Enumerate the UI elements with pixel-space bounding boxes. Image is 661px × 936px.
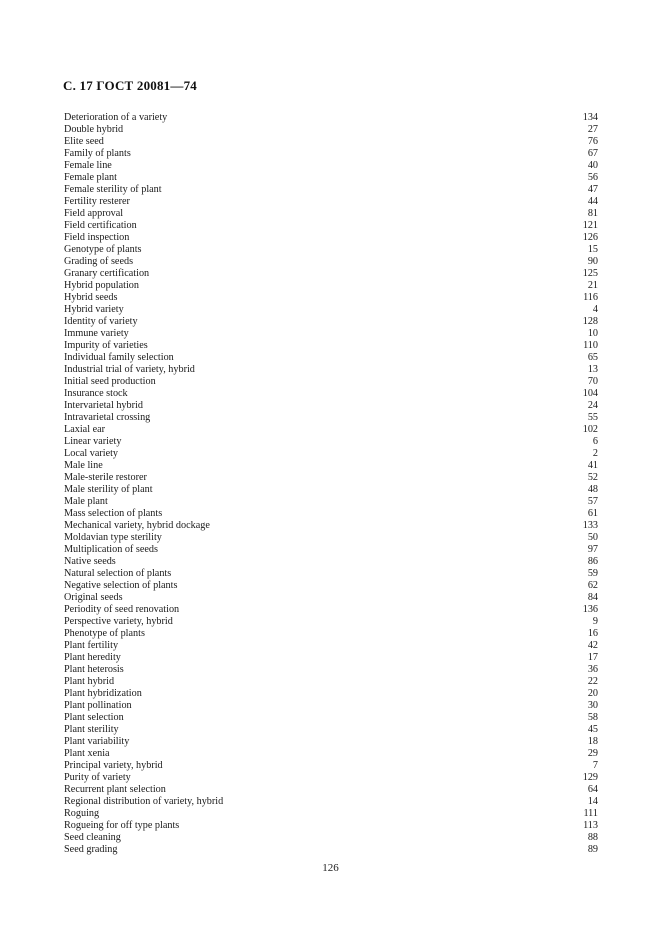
index-entry: [64, 484, 598, 496]
index-entry: [64, 688, 598, 700]
index-term: Roguing: [64, 808, 100, 819]
index-term-number: 48: [587, 484, 598, 495]
index-term: Laxial ear: [64, 424, 106, 435]
index-term-number: 129: [582, 772, 598, 783]
index-term-number: 36: [587, 664, 598, 675]
index-term: Mass selection of plants: [64, 508, 163, 519]
index-term-number: 52: [587, 472, 598, 483]
index-term-number: 17: [587, 652, 598, 663]
index-entry: [64, 316, 598, 328]
index-term-number: 88: [587, 832, 598, 843]
index-term: Recurrent plant selection: [64, 784, 166, 795]
index-entry: [64, 268, 598, 280]
index-entry: [64, 208, 598, 220]
index-term-number: 41: [587, 460, 598, 471]
index-term: Plant hybridization: [64, 688, 142, 699]
index-term: Male line: [64, 460, 103, 471]
index-term: Fertility resterer: [64, 196, 130, 207]
index-entry: [64, 736, 598, 748]
index-term-number: 20: [587, 688, 598, 699]
index-term-number: 2: [592, 448, 598, 459]
index-entry: [64, 292, 598, 304]
index-entry: [64, 304, 598, 316]
index-entry: [64, 820, 598, 832]
index-entry: [64, 112, 598, 124]
index-entry: [64, 520, 598, 532]
index-term: Local variety: [64, 448, 119, 459]
index-term-number: 50: [587, 532, 598, 543]
index-entry: [64, 760, 598, 772]
index-entry: [64, 832, 598, 844]
index-entry: [64, 784, 598, 796]
index-term-number: 89: [587, 844, 598, 855]
index-entry: [64, 148, 598, 160]
index-term: Male plant: [64, 496, 108, 507]
index-term-number: 29: [587, 748, 598, 759]
index-entry: [64, 364, 598, 376]
index-entry: [64, 544, 598, 556]
index-term-number: 27: [587, 124, 598, 135]
index-term: Regional distribution of variety, hybrid: [64, 796, 224, 807]
index-term-number: 9: [592, 616, 598, 627]
index-term: Multiplication of seeds: [64, 544, 158, 555]
index-entry: [64, 640, 598, 652]
index-term: Double hybrid: [64, 124, 124, 135]
index-term: Plant hybrid: [64, 676, 115, 687]
index-entry: [64, 604, 598, 616]
index-entry: [64, 280, 598, 292]
index-entry: [64, 460, 598, 472]
index-entry: [64, 532, 598, 544]
index-entry: [64, 172, 598, 184]
index-term: Phenotype of plants: [64, 628, 145, 639]
index-entry: [64, 220, 598, 232]
term-index-list: [64, 112, 598, 856]
index-term: Plant fertility: [64, 640, 119, 651]
index-term: Field inspection: [64, 232, 130, 243]
index-term: Plant xenia: [64, 748, 110, 759]
index-term-number: 90: [587, 256, 598, 267]
index-term: Immune variety: [64, 328, 129, 339]
index-term: Plant pollination: [64, 700, 132, 711]
index-term: Granary certification: [64, 268, 150, 279]
index-term-number: 70: [587, 376, 598, 387]
index-entry: [64, 568, 598, 580]
index-term-number: 125: [582, 268, 598, 279]
index-term: Periodity of seed renovation: [64, 604, 180, 615]
index-entry: [64, 748, 598, 760]
index-entry: [64, 724, 598, 736]
index-term-number: 64: [587, 784, 598, 795]
index-term-number: 65: [587, 352, 598, 363]
index-term: Impurity of varieties: [64, 340, 148, 351]
index-entry: [64, 844, 598, 856]
index-term: Identity of variety: [64, 316, 138, 327]
index-entry: [64, 184, 598, 196]
index-term-number: 21: [587, 280, 598, 291]
index-entry: [64, 160, 598, 172]
index-entry: [64, 808, 598, 820]
index-term-number: 13: [587, 364, 598, 375]
index-term-number: 111: [583, 808, 598, 819]
index-term-number: 76: [587, 136, 598, 147]
index-entry: [64, 592, 598, 604]
index-entry: [64, 352, 598, 364]
index-term-number: 62: [587, 580, 598, 591]
index-term: Intravarietal crossing: [64, 412, 151, 423]
index-term: Male sterility of plant: [64, 484, 153, 495]
index-entry: [64, 340, 598, 352]
index-term-number: 58: [587, 712, 598, 723]
index-term-number: 16: [587, 628, 598, 639]
index-term-number: 84: [587, 592, 598, 603]
index-term-number: 128: [582, 316, 598, 327]
index-term: Field approval: [64, 208, 124, 219]
index-term-number: 40: [587, 160, 598, 171]
index-term: Industrial trial of variety, hybrid: [64, 364, 195, 375]
index-entry: [64, 628, 598, 640]
index-term: Plant heredity: [64, 652, 121, 663]
index-term: Female plant: [64, 172, 117, 183]
index-term-number: 136: [582, 604, 598, 615]
index-term-number: 6: [592, 436, 598, 447]
index-term-number: 42: [587, 640, 598, 651]
index-term-number: 55: [587, 412, 598, 423]
index-term-number: 59: [587, 568, 598, 579]
index-term: Plant heterosis: [64, 664, 124, 675]
index-term: Initial seed production: [64, 376, 156, 387]
index-entry: [64, 136, 598, 148]
index-term-number: 116: [583, 292, 598, 303]
index-term: Seed grading: [64, 844, 118, 855]
index-entry: [64, 400, 598, 412]
index-entry: [64, 472, 598, 484]
index-term-number: 110: [583, 340, 598, 351]
index-term: Male-sterile restorer: [64, 472, 147, 483]
index-term: Seed cleaning: [64, 832, 121, 843]
index-term: Perspective variety, hybrid: [64, 616, 173, 627]
index-term-number: 61: [587, 508, 598, 519]
index-term: Purity of variety: [64, 772, 131, 783]
index-entry: [64, 676, 598, 688]
index-term-number: 102: [582, 424, 598, 435]
index-term-number: 126: [582, 232, 598, 243]
index-term: Female line: [64, 160, 112, 171]
index-term-number: 24: [587, 400, 598, 411]
index-term: Plant selection: [64, 712, 124, 723]
index-term: Natural selection of plants: [64, 568, 172, 579]
index-term: Genotype of plants: [64, 244, 142, 255]
index-term: Negative selection of plants: [64, 580, 178, 591]
index-term: Field certification: [64, 220, 137, 231]
index-term-number: 81: [587, 208, 598, 219]
index-term-number: 14: [587, 796, 598, 807]
index-term: Deterioration of a variety: [64, 112, 168, 123]
index-entry: [64, 448, 598, 460]
page-header: С. 17 ГОСТ 20081—74: [63, 78, 197, 93]
index-entry: [64, 664, 598, 676]
index-term: Hybrid population: [64, 280, 139, 291]
index-term-number: 134: [582, 112, 598, 123]
index-entry: [64, 700, 598, 712]
index-term-number: 4: [592, 304, 598, 315]
index-term: Principal variety, hybrid: [64, 760, 163, 771]
index-entry: [64, 124, 598, 136]
index-term-number: 45: [587, 724, 598, 735]
index-entry: [64, 412, 598, 424]
index-term: Hybrid seeds: [64, 292, 118, 303]
index-entry: [64, 196, 598, 208]
index-entry: [64, 712, 598, 724]
index-entry: [64, 772, 598, 784]
index-term-number: 47: [587, 184, 598, 195]
index-entry: [64, 496, 598, 508]
index-entry: [64, 508, 598, 520]
index-term: Female sterility of plant: [64, 184, 162, 195]
index-term-number: 67: [587, 148, 598, 159]
index-term-number: 30: [587, 700, 598, 711]
index-entry: [64, 232, 598, 244]
index-term-number: 86: [587, 556, 598, 567]
index-term-number: 104: [582, 388, 598, 399]
index-entry: [64, 652, 598, 664]
index-entry: [64, 244, 598, 256]
index-term: Native seeds: [64, 556, 116, 567]
index-entry: [64, 328, 598, 340]
index-entry: [64, 436, 598, 448]
index-entry: [64, 376, 598, 388]
index-term-number: 10: [587, 328, 598, 339]
index-term-number: 44: [587, 196, 598, 207]
index-entry: [64, 256, 598, 268]
index-entry: [64, 580, 598, 592]
index-term: Elite seed: [64, 136, 104, 147]
index-term: Moldavian type sterility: [64, 532, 162, 543]
index-term-number: 57: [587, 496, 598, 507]
index-entry: [64, 388, 598, 400]
index-entry: [64, 796, 598, 808]
index-term: Family of plants: [64, 148, 131, 159]
index-term: Mechanical variety, hybrid dockage: [64, 520, 210, 531]
index-term: Intervarietal hybrid: [64, 400, 143, 411]
index-term-number: 56: [587, 172, 598, 183]
index-term-number: 121: [582, 220, 598, 231]
index-term: Insurance stock: [64, 388, 128, 399]
index-term: Plant sterility: [64, 724, 119, 735]
index-term: Plant variability: [64, 736, 130, 747]
index-term-number: 97: [587, 544, 598, 555]
index-entry: [64, 424, 598, 436]
index-term-number: 22: [587, 676, 598, 687]
index-term: Individual family selection: [64, 352, 174, 363]
index-term: Original seeds: [64, 592, 123, 603]
index-term-number: 7: [592, 760, 598, 771]
index-entry: [64, 556, 598, 568]
index-term: Linear variety: [64, 436, 122, 447]
index-term-number: 18: [587, 736, 598, 747]
index-entry: [64, 616, 598, 628]
page-number: 126: [322, 862, 339, 874]
index-term: Rogueing for off type plants: [64, 820, 180, 831]
index-term-number: 133: [582, 520, 598, 531]
index-term: Hybrid variety: [64, 304, 124, 315]
index-term-number: 15: [587, 244, 598, 255]
index-term: Grading of seeds: [64, 256, 134, 267]
index-term-number: 113: [583, 820, 598, 831]
